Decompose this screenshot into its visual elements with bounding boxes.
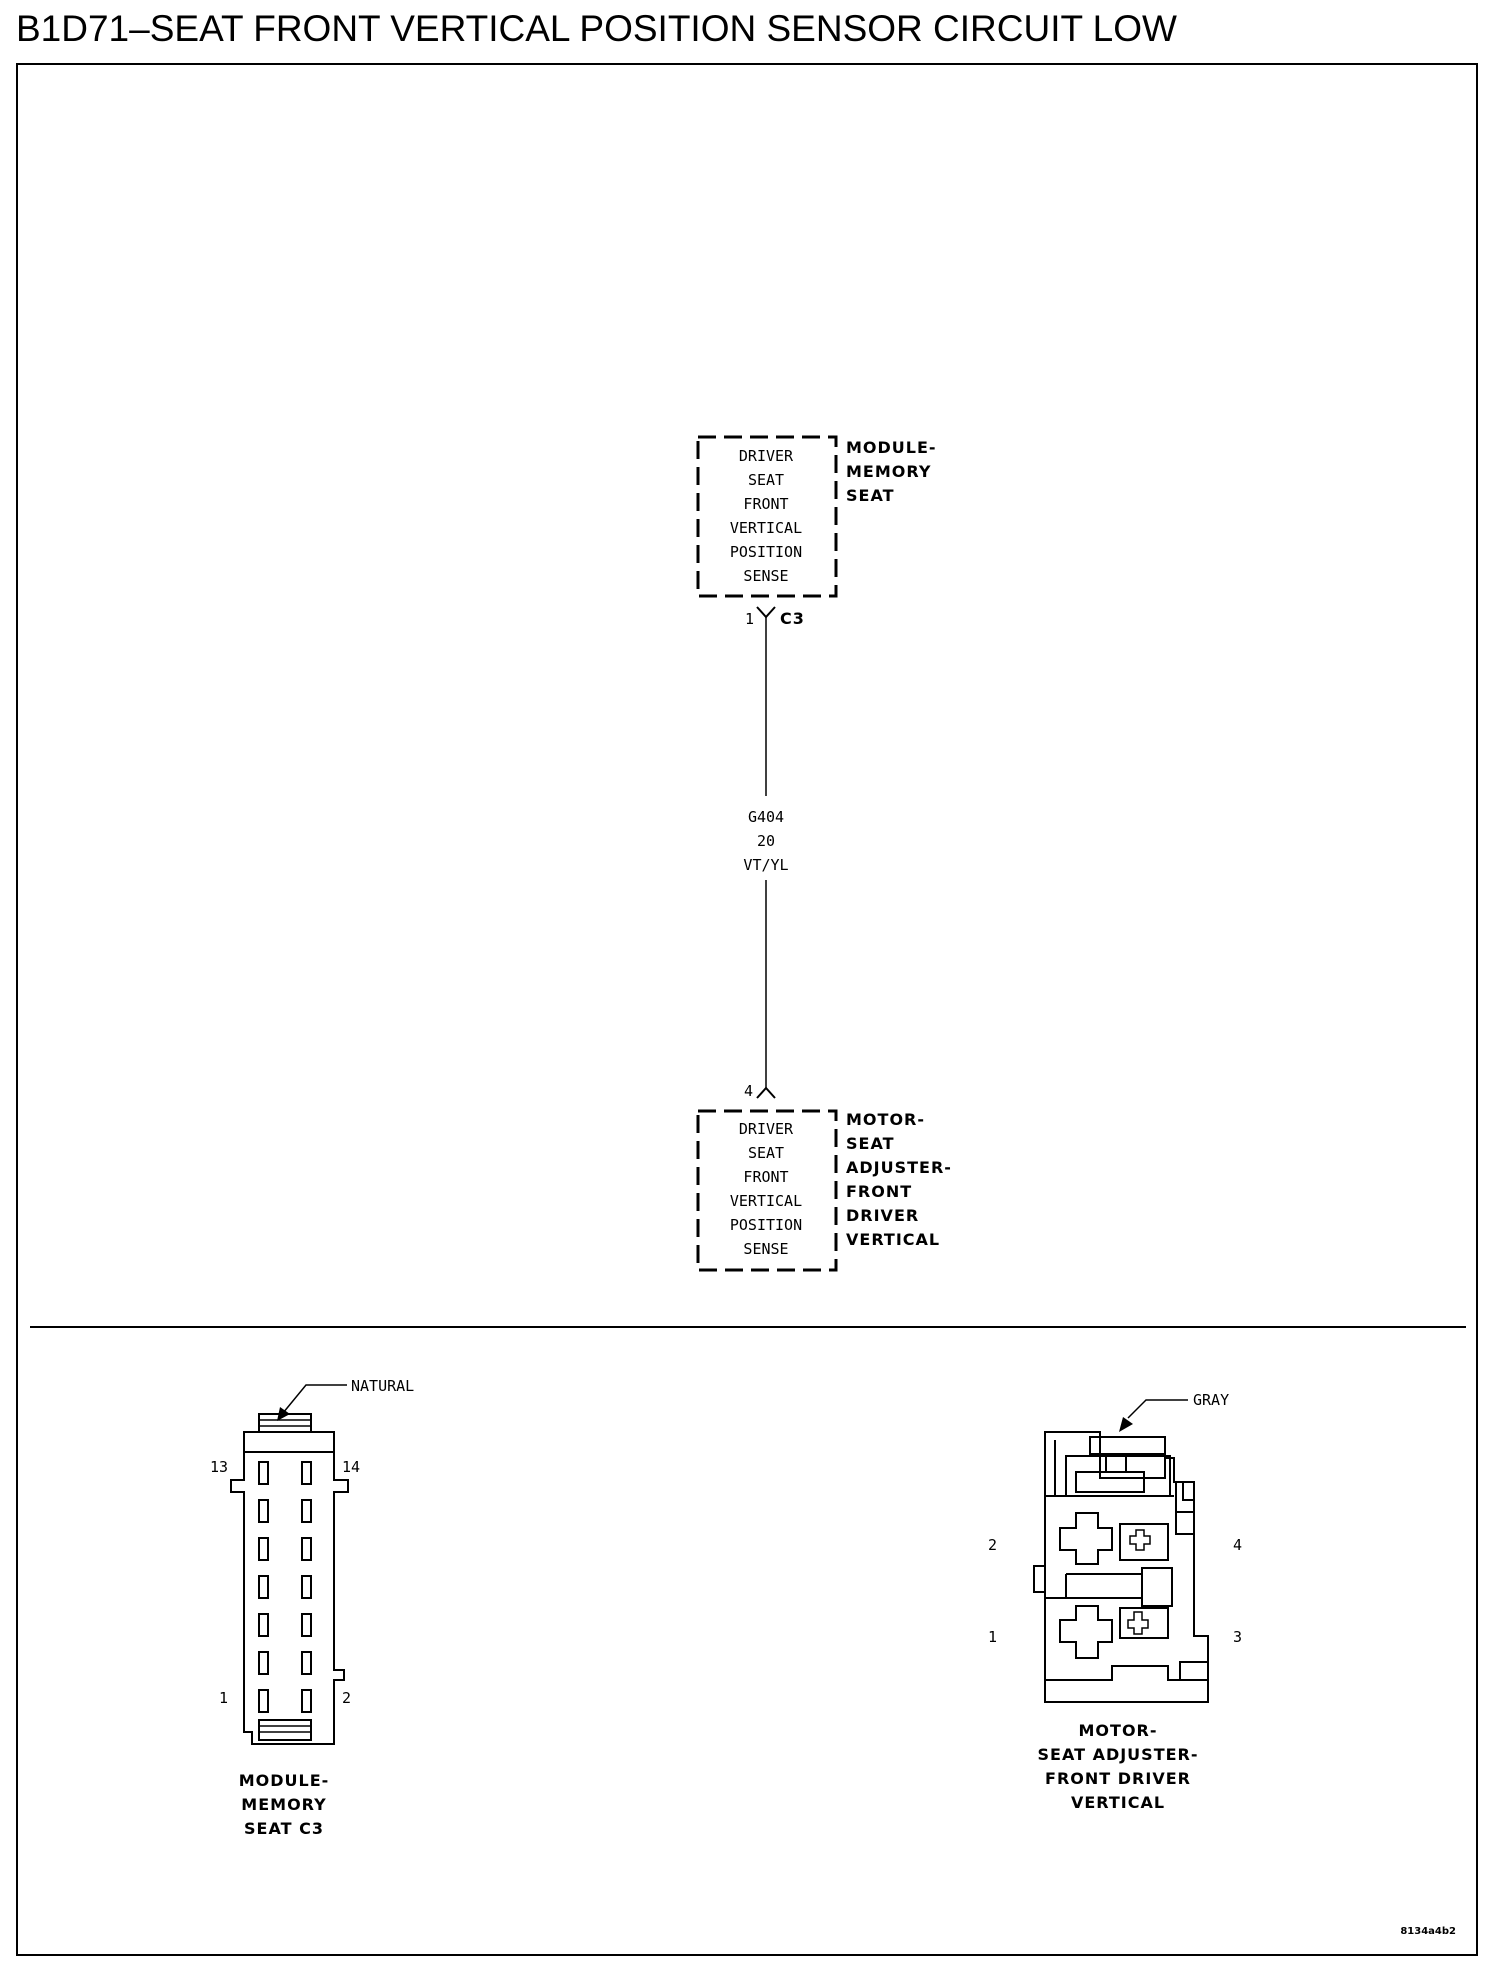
cavity <box>259 1500 268 1522</box>
right-cavity-pin-2 <box>1060 1513 1112 1564</box>
right-notch <box>1176 1512 1194 1534</box>
right-notch <box>1034 1566 1045 1592</box>
cavity <box>302 1576 311 1598</box>
lower-component-internal-label <box>730 1120 802 1258</box>
wire-label <box>743 808 788 874</box>
right-block <box>1142 1568 1172 1606</box>
cavity <box>302 1538 311 1560</box>
upper-component-internal-label <box>730 447 802 585</box>
right-cavity-key <box>1130 1530 1150 1550</box>
right-bottom-bar <box>1045 1666 1208 1680</box>
upper-name-line: MODULE- <box>846 438 937 457</box>
upper-label-line: DRIVER <box>738 447 794 465</box>
wire-circuit: G404 <box>747 808 785 826</box>
wire-color: VT/YL <box>743 856 789 874</box>
left-caption-line: SEAT C3 <box>244 1819 324 1838</box>
upper-name-line: MEMORY <box>846 462 932 481</box>
right-connector-top-latch <box>1090 1437 1165 1454</box>
upper-label-line: SEAT <box>747 471 785 489</box>
left-connector-cavities <box>259 1462 311 1712</box>
right-bottom-tab <box>1180 1662 1208 1680</box>
upper-connector-symbol <box>757 607 775 617</box>
lower-name-line: VERTICAL <box>846 1230 941 1249</box>
right-pin-4: 4 <box>1233 1536 1243 1554</box>
right-latch-housing <box>1066 1456 1170 1496</box>
cavity <box>259 1690 268 1712</box>
right-pin-1: 1 <box>988 1628 998 1646</box>
upper-component-name <box>846 438 937 505</box>
lower-label-line: SENSE <box>743 1240 789 1258</box>
lower-label-line: POSITION <box>729 1216 803 1234</box>
left-pin-13: 13 <box>210 1458 229 1476</box>
page-title: B1D71–SEAT FRONT VERTICAL POSITION SENSOR CIRCUIT LOW <box>16 8 1177 49</box>
lower-name-line: FRONT <box>846 1182 913 1201</box>
upper-label-line: POSITION <box>729 543 803 561</box>
figure-id: 8134a4b2 <box>1400 1926 1456 1937</box>
left-connector-bottom-latch <box>259 1720 311 1740</box>
right-notch <box>1176 1482 1194 1512</box>
cavity <box>302 1462 311 1484</box>
left-pin-2: 2 <box>342 1689 352 1707</box>
cavity <box>302 1652 311 1674</box>
right-cavity-pin-1 <box>1060 1606 1112 1658</box>
connector-view-motor-seat-adjuster <box>988 1391 1242 1812</box>
upper-name-line: SEAT <box>846 486 895 505</box>
upper-connector-id: C3 <box>780 609 805 628</box>
upper-label-line: SENSE <box>743 567 789 585</box>
right-caption-line: SEAT ADJUSTER- <box>1037 1745 1199 1764</box>
left-latch-rib <box>259 1420 311 1426</box>
right-caption-line: FRONT DRIVER <box>1045 1769 1191 1788</box>
cavity <box>259 1538 268 1560</box>
cavity <box>259 1614 268 1636</box>
upper-pin-number: 1 <box>745 610 755 628</box>
cavity <box>259 1576 268 1598</box>
right-caption-line: MOTOR- <box>1078 1721 1158 1740</box>
left-caption-line: MEMORY <box>241 1795 327 1814</box>
lower-component-name <box>846 1110 952 1249</box>
upper-label-line: FRONT <box>743 495 789 513</box>
lower-name-line: ADJUSTER- <box>846 1158 952 1177</box>
left-connector-caption <box>239 1771 330 1838</box>
left-pin-14: 14 <box>342 1458 361 1476</box>
right-pin-2: 2 <box>988 1536 998 1554</box>
right-latch-tab <box>1076 1472 1144 1492</box>
right-cavity-pin-3 <box>1120 1608 1168 1638</box>
right-caption-line: VERTICAL <box>1070 1793 1166 1812</box>
cavity <box>302 1690 311 1712</box>
lower-connector-symbol <box>757 1088 775 1098</box>
right-callout-leader <box>1128 1400 1188 1418</box>
left-connector-color-label: NATURAL <box>351 1377 415 1395</box>
right-connector-color-label: GRAY <box>1193 1391 1230 1409</box>
left-pin-1: 1 <box>219 1689 229 1707</box>
right-callout-arrowhead <box>1119 1417 1133 1432</box>
right-connector-caption <box>1037 1721 1198 1812</box>
cavity <box>302 1500 311 1522</box>
left-callout-leader <box>283 1385 347 1413</box>
cavity <box>302 1614 311 1636</box>
lower-label-line: FRONT <box>743 1168 789 1186</box>
left-caption-line: MODULE- <box>238 1771 330 1790</box>
left-latch-rib <box>259 1726 311 1732</box>
lower-name-line: SEAT <box>846 1134 895 1153</box>
lower-label-line: SEAT <box>747 1144 785 1162</box>
connector-view-module-memory-seat-c3 <box>210 1377 414 1838</box>
cavity <box>259 1462 268 1484</box>
lower-label-line: VERTICAL <box>729 1192 803 1210</box>
lower-name-line: MOTOR- <box>846 1110 925 1129</box>
lower-label-line: DRIVER <box>738 1120 794 1138</box>
left-connector-top-collar <box>244 1432 334 1452</box>
left-connector-body <box>231 1452 348 1744</box>
lower-pin-number: 4 <box>744 1082 754 1100</box>
left-connector-top-latch <box>259 1414 311 1432</box>
upper-label-line: VERTICAL <box>729 519 803 537</box>
right-cavity-key <box>1128 1612 1148 1634</box>
lower-name-line: DRIVER <box>846 1206 920 1225</box>
wire-gauge: 20 <box>756 832 776 850</box>
right-pin-3: 3 <box>1233 1628 1243 1646</box>
cavity <box>259 1652 268 1674</box>
